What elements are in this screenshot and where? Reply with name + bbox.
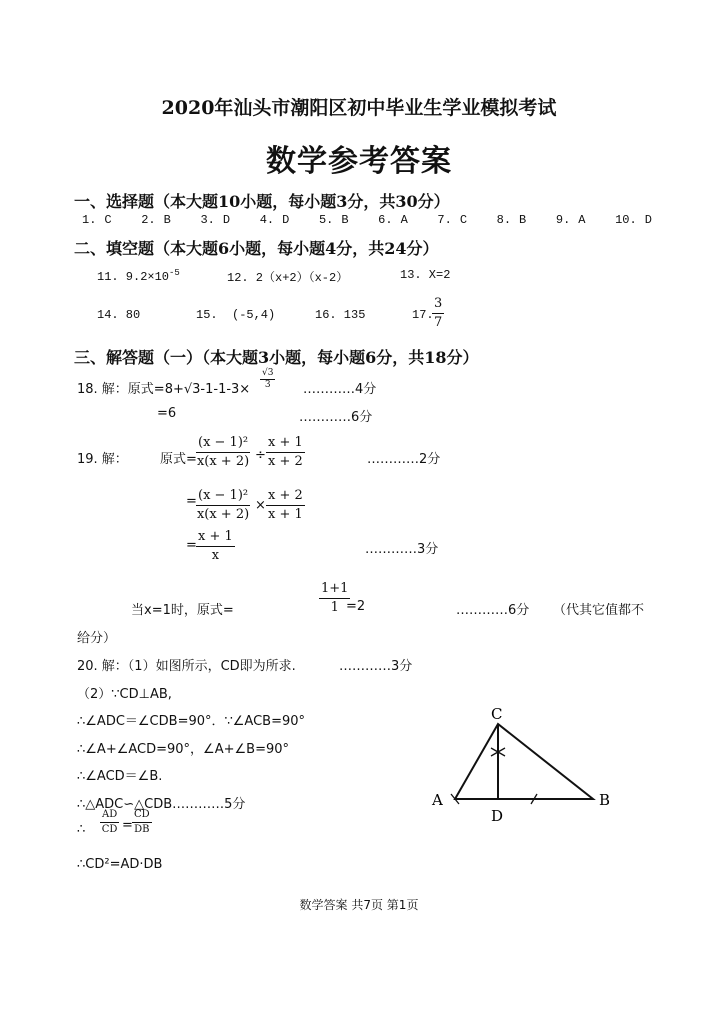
choice-number: 3. bbox=[200, 213, 215, 227]
choice-number: 1. bbox=[82, 213, 97, 227]
choice-number: 6. bbox=[378, 213, 393, 227]
q20-line5: ∴∠ACD＝∠B. bbox=[77, 769, 163, 784]
label-d: D bbox=[491, 807, 504, 825]
q19-original-eq: 原式= bbox=[160, 452, 197, 467]
q19-equals-1: = bbox=[186, 494, 197, 509]
q19-fraction-6: $\frac{1+1}{1}$ bbox=[321, 581, 349, 615]
choice-letter: A bbox=[400, 213, 408, 227]
choice-number: 5. bbox=[318, 213, 334, 227]
choice-number: 2. bbox=[141, 213, 156, 227]
triangle-lines bbox=[455, 724, 593, 799]
q20-line8: ∴CD²=AD·DB bbox=[77, 857, 163, 872]
q20-line3: ∴∠ADC＝∠CDB=90°．∵∠ACB=90° bbox=[77, 714, 306, 729]
q20-line6: ∴△ADC∽△CDB…………5分 bbox=[77, 797, 246, 812]
choice-letter: B bbox=[341, 213, 349, 227]
choice-answer bbox=[200, 213, 230, 227]
answer-11: 11. $9.2\times 10^{-5}$ bbox=[97, 268, 180, 284]
q19-fraction-5: $\frac{x + 1}{x}$ bbox=[198, 529, 233, 563]
answer-17-number: 17. bbox=[412, 308, 434, 322]
choice-answer bbox=[556, 213, 586, 227]
q19-fraction-4: $\frac{x + 2}{x + 1}$ bbox=[268, 488, 303, 522]
q19-score-3: …………3分 bbox=[365, 542, 439, 557]
choice-answer bbox=[437, 213, 467, 227]
choice-answer bbox=[615, 213, 652, 227]
choice-number: 10. bbox=[615, 213, 637, 227]
section1-heading: 一、选择题（本大题10小题，每小题3分，共30分） bbox=[74, 192, 450, 211]
choice-letter: D bbox=[222, 213, 231, 227]
choice-number: 9. bbox=[555, 213, 571, 227]
q18-score-6: …………6分 bbox=[299, 410, 373, 425]
q19-divide: ÷ bbox=[255, 448, 266, 463]
q19-fraction-3: $\frac{\text{(x − 1)²}}{x(x + 2)}$ bbox=[196, 488, 250, 522]
choice-answer bbox=[82, 213, 112, 227]
answer-12: 12. 2（x+2）（x-2） bbox=[227, 271, 349, 285]
choice-letter: A bbox=[578, 213, 586, 227]
q20-line2: （2）∵CD⊥AB, bbox=[77, 687, 172, 702]
q19-fraction-1: $\frac{\text{(x − 1)²}}{x(x + 2)}$ bbox=[196, 435, 250, 469]
label-c: C bbox=[491, 705, 503, 723]
choice-answer bbox=[378, 213, 408, 227]
q19-note: （代其它值都不 bbox=[553, 603, 645, 618]
choice-answer bbox=[319, 213, 349, 227]
q19-score-2: …………2分 bbox=[367, 452, 441, 467]
triangle-abc bbox=[455, 724, 593, 799]
triangle-figure bbox=[425, 700, 625, 830]
q19-fraction-2: $\frac{x + 1}{x + 2}$ bbox=[268, 435, 303, 469]
choice-number: 4. bbox=[259, 213, 275, 227]
choice-answer bbox=[141, 213, 171, 227]
choice-letter: D bbox=[282, 213, 290, 227]
q19-substitute: 当x=1时，原式= bbox=[131, 603, 234, 618]
q19-equals-2: = bbox=[186, 538, 197, 553]
q20-part1: 20. 解：（1）如图所示，CD即为所求. bbox=[77, 659, 296, 674]
q19-score-6: …………6分 bbox=[456, 603, 530, 618]
construction-marks bbox=[451, 748, 537, 804]
label-b: B bbox=[599, 791, 611, 809]
choice-letter: C bbox=[104, 213, 112, 227]
answer-15: (-5,4) bbox=[232, 308, 276, 322]
answer-14: 14. 80 bbox=[97, 308, 141, 322]
q19-times: × bbox=[255, 498, 266, 513]
q18-fraction: $\frac{√3}{3}$ bbox=[262, 368, 274, 390]
q18-score-4: …………4分 bbox=[303, 382, 377, 397]
answer-13: 13. X=2 bbox=[400, 268, 451, 282]
choice-number: 7. bbox=[437, 213, 452, 227]
choice-answer bbox=[497, 213, 527, 227]
q19-note-cont: 给分） bbox=[77, 631, 117, 646]
section2-heading: 二、填空题（本大题6小题，每小题4分，共24分） bbox=[74, 239, 439, 258]
q20-score-3: …………3分 bbox=[339, 659, 413, 674]
multiple-choice-answers bbox=[82, 213, 652, 227]
exam-title: 2020年汕头市潮阳区初中毕业生学业模拟考试 bbox=[161, 97, 557, 119]
q20-fraction-cd-db: $\frac{CD}{DB}$ bbox=[134, 809, 150, 835]
q20-equals: = bbox=[122, 818, 133, 833]
answer-15-number: 15. bbox=[196, 308, 218, 322]
section3-heading: 三、解答题（一）（本大题3小题，每小题6分，共18分） bbox=[74, 348, 479, 367]
answer-17-fraction: $\frac{3}{7}$ bbox=[434, 296, 443, 330]
choice-letter: B bbox=[163, 213, 171, 227]
page-footer: 数学答案 共7页 第1页 bbox=[299, 898, 419, 912]
q19-result: =2 bbox=[346, 599, 366, 614]
q18-result: =6 bbox=[157, 406, 177, 421]
q20-line7-prefix: ∴ bbox=[77, 822, 86, 837]
choice-answer bbox=[260, 213, 290, 227]
q18-expression: 18. 解：原式=8+√3-1-1-3× bbox=[77, 382, 251, 397]
q20-fraction-ad-cd: $\frac{AD}{CD}$ bbox=[101, 809, 118, 835]
choice-number: 8. bbox=[496, 213, 512, 227]
q19-label: 19. 解： bbox=[77, 452, 128, 467]
choice-letter: D bbox=[644, 213, 652, 227]
label-a: A bbox=[432, 791, 443, 809]
choice-letter: C bbox=[459, 213, 468, 227]
q20-line4: ∴∠A+∠ACD=90°，∠A+∠B=90° bbox=[77, 742, 289, 757]
choice-letter: B bbox=[519, 213, 527, 227]
answer-16: 16. 135 bbox=[315, 308, 366, 322]
answer-key-title: 数学参考答案 bbox=[266, 144, 452, 179]
